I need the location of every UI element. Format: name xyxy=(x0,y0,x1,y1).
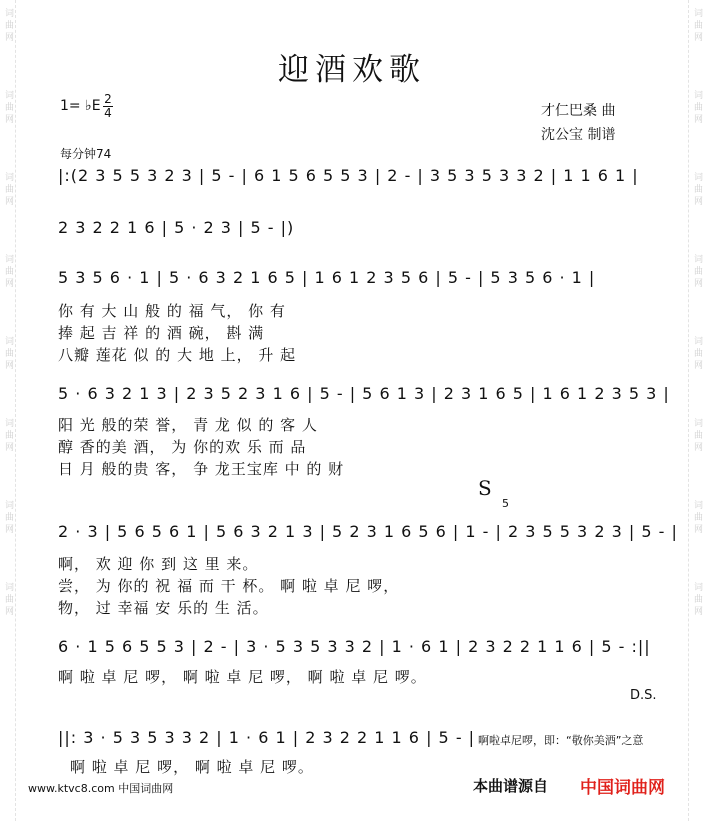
lyric-row-1-verse-2: 捧 起 吉 祥 的 酒 碗， 斟 满 xyxy=(58,324,265,342)
lyric-row-3-verse-1: 啊， 欢 迎 你 到 这 里 来。 xyxy=(58,555,259,573)
segno-number: 5 xyxy=(502,497,509,510)
lyric-row-1-verse-3: 八瓣 莲花 似 的 大 地 上， 升 起 xyxy=(58,346,297,364)
watermark-text: 词曲网 xyxy=(692,582,702,618)
lyric-row-2-verse-2: 醇 香的美 酒， 为 你的欢 乐 而 品 xyxy=(58,438,307,456)
time-signature-top: 2 xyxy=(104,92,112,106)
watermark-text: 词曲网 xyxy=(692,172,702,208)
notation-row-4: 6 · 1 5 6 5 5 3 | 2 - | 3 · 5 3 5 3 3 2 | 1 · 6 1 | 2 3 2 2 1 1 6 | 5 - :|| xyxy=(58,637,651,656)
time-signature xyxy=(103,94,113,119)
footer-brand: 中国词曲网 xyxy=(580,778,665,798)
watermark-text: 词曲网 xyxy=(692,8,702,44)
left-watermark-strip xyxy=(0,0,16,821)
lyric-row-2-verse-3: 日 月 般的贵 客， 争 龙王宝库 中 的 财 xyxy=(58,460,345,478)
watermark-text: 词曲网 xyxy=(3,500,13,536)
notation-row-intro-2: 2 3 2 2 1 6 | 5 · 2 3 | 5 - |) xyxy=(58,218,295,237)
key-signature: 1= ♭E xyxy=(60,98,101,114)
watermark-text: 词曲网 xyxy=(3,582,13,618)
notation-row-intro-1: |:(2 3 5 5 3 2 3 | 5 - | 6 1 5 6 5 5 3 | 2 - | 3 5 3 5 3 3 2 | 1 1 6 1 | xyxy=(58,166,639,185)
lyric-footnote: 啊啦卓尼啰，即：“敬你美酒”之意 xyxy=(478,734,644,747)
notation-row-2: 5 · 6 3 2 1 3 | 2 3 5 2 3 1 6 | 5 - | 5 6 1 3 | 2 3 1 6 5 | 1 6 1 2 3 5 3 | xyxy=(58,384,670,403)
notation-row-3: 2 · 3 | 5 6 5 6 1 | 5 6 3 2 1 3 | 5 2 3 1 6 5 6 | 1 - | 2 3 5 5 3 2 3 | 5 - | xyxy=(58,522,678,541)
watermark-text: 词曲网 xyxy=(3,90,13,126)
watermark-text: 词曲网 xyxy=(692,418,702,454)
right-watermark-strip xyxy=(688,0,704,821)
lyric-row-3-verse-2: 尝， 为 你的 祝 福 而 干 杯。 啊 啦 卓 尼 啰， xyxy=(58,577,400,595)
watermark-text: 词曲网 xyxy=(692,500,702,536)
lyric-row-2-verse-1: 阳 光 般的荣 誉， 青 龙 似 的 客 人 xyxy=(58,416,318,434)
watermark-text: 词曲网 xyxy=(692,336,702,372)
lyric-row-4: 啊 啦 卓 尼 啰， 啊 啦 卓 尼 啰， 啊 啦 卓 尼 啰。 xyxy=(58,668,427,686)
time-signature-bottom: 4 xyxy=(104,106,112,120)
watermark-text: 词曲网 xyxy=(3,8,13,44)
song-title: 迎酒欢歌 xyxy=(278,52,426,88)
arranger-credit: 沈公宝 制谱 xyxy=(541,127,616,143)
footer-url: www.ktvc8.com 中国词曲网 xyxy=(28,782,174,795)
segno-mark: S xyxy=(478,476,492,500)
da-segno-mark: D.S. xyxy=(630,688,657,703)
footer-source-label: 本曲谱源自 xyxy=(473,777,549,795)
notation-row-5: ||: 3 · 5 3 5 3 3 2 | 1 · 6 1 | 2 3 2 2 1 1 6 | 5 - | xyxy=(58,728,476,747)
watermark-text: 词曲网 xyxy=(692,254,702,290)
watermark-text: 词曲网 xyxy=(3,254,13,290)
watermark-text: 词曲网 xyxy=(692,90,702,126)
notation-row-1: 5 3 5 6 · 1 | 5 · 6 3 2 1 6 5 | 1 6 1 2 3 5 6 | 5 - | 5 3 5 6 · 1 | xyxy=(58,268,596,287)
watermark-text: 词曲网 xyxy=(3,172,13,208)
composer-credit: 才仁巴桑 曲 xyxy=(541,103,616,119)
lyric-row-3-verse-3: 物， 过 幸福 安 乐的 生 活。 xyxy=(58,599,269,617)
lyric-row-5: 啊 啦 卓 尼 啰， 啊 啦 卓 尼 啰。 xyxy=(70,758,314,776)
watermark-text: 词曲网 xyxy=(3,418,13,454)
lyric-row-1-verse-1: 你 有 大 山 般 的 福 气， 你 有 xyxy=(58,302,286,320)
tempo-marking: 每分钟74 xyxy=(60,147,112,161)
watermark-text: 词曲网 xyxy=(3,336,13,372)
